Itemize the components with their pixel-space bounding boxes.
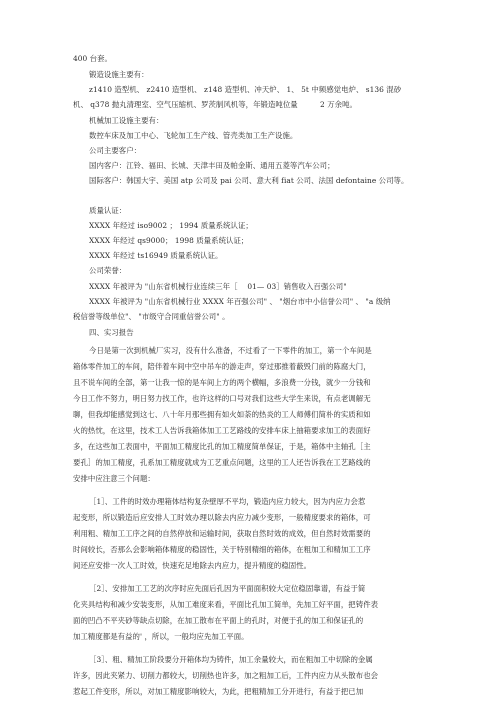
text-line: ［1］、工件的时效办理箱体结构复杂壁厚不平均，锻造内应力较大，因为内应力会惹: [89, 497, 366, 506]
text-line: 机、 q378 抛丸清理室、空气压缩机、罗茨制风机等，年锻造吨位量 2 万余吨。: [73, 100, 357, 109]
text-line: XXXX 年被评为 "山东省机械行业 XXXX 年百强公司" 、 "烟台市中小信誉公司" 、 "a 级纳: [89, 297, 391, 306]
text-line: 锻造设施主要有：: [89, 70, 149, 79]
text-line: 要孔］的加工精度，孔系加工精度就成为工艺重点问题，这里的工人还告诉我在工艺路线的: [73, 458, 371, 467]
text-line: 利用粗、精加工工序之间的自然停放和运输时间，获取自然时效的成效，但自然时效需要的: [73, 529, 371, 538]
text-line: 聊，但我却能感觉到这七、八十年月那些拥有如火如荼的热炎的工人师傅们简朴的实质和如: [73, 410, 371, 419]
text-line: 许多，因此夹紧力、切削力都较大，切削热也许多，加之粗加工后，工件内应力从头散布也会: [73, 671, 379, 680]
text-line: XXXX 年经过 qs9000； 1998 质量系统认证；: [89, 236, 249, 245]
text-line: 火的热忱，在这里，技术工人告诉我箱体加工工艺路线的安排车床上抽箱要求加工的表面好: [73, 426, 371, 435]
text-line: 400 台套。: [73, 54, 112, 63]
text-line: XXXX 年经过 iso9002 ； 1994 质量系统认证；: [89, 221, 253, 230]
text-line: 起变形，所以锻造后应安排人工时效办理以除去内应力减少变形，一般精度要求的箱体，可: [73, 513, 371, 522]
text-line: 四、实习报告: [89, 328, 134, 337]
text-line: 且不说车间的全部，第一让我一惊的是车间上方的两个横幅，多浪费一分钱，就少一分钱和: [73, 378, 371, 387]
text-line: 数控车床及加工中心、飞轮加工生产线、管壳类加工生产设施。: [89, 131, 298, 140]
text-line: 面的凹凸不平夹砂等缺点切除，在加工散布在平面上的孔时，对便于孔的加工和保证孔的: [73, 616, 364, 625]
text-line: 惹起工件变形，所以，对加工精度影响较大，为此，把粗精加工分开进行，有益于把已加: [73, 687, 364, 696]
text-line: 公司荣誉：: [89, 266, 127, 275]
text-line: z1410 造型机、 z2410 造型机、 z148 造型机、冲天炉、 1、 5t 中频感觉电炉、 s136 混砂: [89, 85, 402, 94]
text-line: 时间较长，否那么会影响箱体精度的稳固性，关于特别精细的箱体，在粗加工和精加工工序: [73, 545, 371, 554]
text-line: 今日工作不努力，明日努力找工作，也许这样的口号对我们这些大学生来说，有点老调解无: [73, 394, 371, 403]
text-line: 多，在这些加工表面中，平面加工精度比孔的加工精度简单保证，于是，箱体中主轴孔［主: [73, 442, 371, 451]
text-line: 今日是第一次到机械厂实习，没有什么准备，不过看了一下零件的加工，第一个车间是: [89, 346, 372, 355]
text-line: 国际客户：韩国大宇、美国 atp 公司及 pai 公司、意大利 fiat 公司、法国 defontaine 公司等。: [89, 176, 409, 185]
text-line: 税信誉等级单位"、 "市级守合同重信誉公司" 。: [73, 312, 230, 321]
text-line: XXXX 年被评为 "山东省机械行业连续三年［ 01— 03］销售收入百强公司": [89, 282, 347, 291]
text-line: 质量认证：: [89, 206, 127, 215]
text-line: 机械加工设施主要有：: [89, 116, 164, 125]
text-line: 国内客户：江铃、福田、长城、天津丰田及帕金斯、通用五菱等汽车公司；: [89, 161, 335, 170]
text-line: 公司主要客户：: [89, 146, 142, 155]
text-line: 间还应安排一次人工时效，快速充足地除去内应力，提升精度的稳固性。: [73, 561, 312, 570]
text-line: 安排中应注意三个问题：: [73, 474, 155, 483]
text-line: XXXX 年经过 ts16949 质量系统认证。: [89, 251, 223, 260]
text-line: ［2］、安排加工工艺的次序时应先面后孔因为平面面积较大定位稳固靠谱，有益于简: [89, 584, 366, 593]
text-line: 箱体零件加工的车间，陪伴着车间中空中吊车的游走声，穿过那推着蔽毁门前的陈腐大门，: [73, 362, 371, 371]
text-line: 化夹具结构和减少安装变形，从加工难度来看，平面比孔加工简单，先加工好平面，把铸件表: [73, 600, 379, 609]
text-line: 加工精度都是有益的' ，所以，一般均应先加工平面。: [73, 632, 249, 641]
text-line: ［3］、粗、精加工阶段要分开箱体均为铸件，加工余量较大，而在粗加工中切除的金属: [89, 655, 373, 664]
